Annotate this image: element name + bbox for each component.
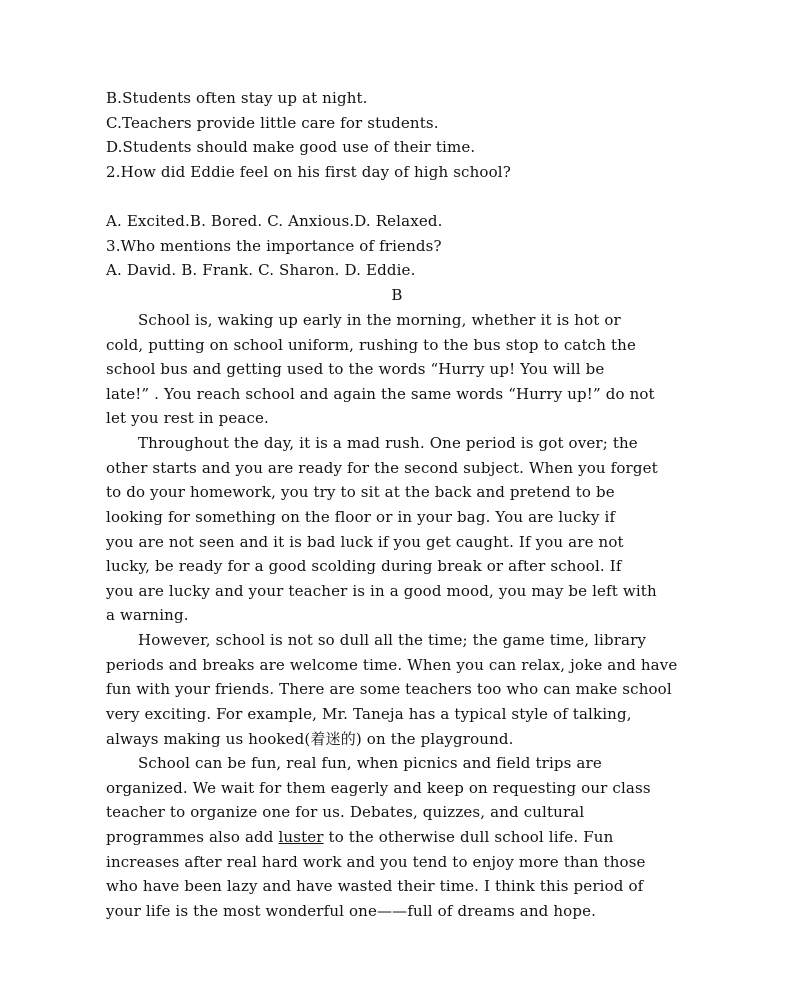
passage-p3-line: always making us hooked(着迷的) on the playground. [106, 730, 514, 748]
q2-options: A. Excited.B. Bored. C. Anxious.D. Relaxed. [106, 212, 443, 230]
passage-p3-line: very exciting. For example, Mr. Taneja has a typical style of talking, [106, 705, 632, 723]
passage-p1-line: school bus and getting used to the words “Hurry up! You will be [106, 360, 605, 378]
q3-question: 3.Who mentions the importance of friends? [106, 237, 442, 255]
luster-line-after: to the otherwise dull school life. Fun [323, 828, 614, 846]
luster-line-before: programmes also add [106, 828, 279, 846]
passage-p1-line: cold, putting on school uniform, rushing to the bus stop to catch the [106, 336, 636, 354]
passage-p3-line: fun with your friends. There are some teachers too who can make school [106, 680, 672, 698]
passage-p2-line: a warning. [106, 606, 189, 624]
passage-p1-line: School is, waking up early in the morning, whether it is hot or [138, 311, 621, 329]
passage-p1-line: let you rest in peace. [106, 409, 269, 427]
passage-p3-line: However, school is not so dull all the time; the game time, library [138, 631, 647, 649]
underlined-word-luster: luster [278, 828, 324, 846]
passage-p4-line: teacher to organize one for us. Debates, quizzes, and cultural [106, 803, 585, 821]
q1-option-c: C.Teachers provide little care for students. [106, 114, 439, 132]
passage-p4-line-luster [106, 825, 686, 850]
passage-p2-line: lucky, be ready for a good scolding during break or after school. If [106, 557, 622, 575]
passage-p4-line: your life is the most wonderful one——full of dreams and hope. [106, 902, 597, 920]
q1-option-b: B.Students often stay up at night. [106, 89, 368, 107]
passage-p2-line: to do your homework, you try to sit at the back and pretend to be [106, 483, 615, 501]
passage-p4-line: increases after real hard work and you tend to enjoy more than those [106, 853, 646, 871]
passage-p2-line: looking for something on the floor or in your bag. You are lucky if [106, 508, 616, 526]
passage-p1-line: late!” . You reach school and again the same words “Hurry up!” do not [106, 385, 655, 403]
passage-p4-line: organized. We wait for them eagerly and keep on requesting our class [106, 779, 651, 797]
q3-options: A. David. B. Frank. C. Sharon. D. Eddie. [106, 261, 416, 279]
passage-p3-line: periods and breaks are welcome time. When you can relax, joke and have [106, 656, 678, 674]
passage-p2-line: Throughout the day, it is a mad rush. One period is got over; the [138, 434, 638, 452]
section-label: B [391, 286, 403, 304]
q1-option-d: D.Students should make good use of their time. [106, 138, 476, 156]
passage-p2-line: other starts and you are ready for the second subject. When you forget [106, 459, 658, 477]
passage-p2-line: you are lucky and your teacher is in a good mood, you may be left with [106, 582, 657, 600]
passage-p4-line: who have been lazy and have wasted their time. I think this period of [106, 877, 644, 895]
passage-p2-line: you are not seen and it is bad luck if you get caught. If you are not [106, 533, 624, 551]
q2-question: 2.How did Eddie feel on his first day of high school? [106, 163, 511, 181]
passage-p4-line: School can be fun, real fun, when picnics and field trips are [138, 754, 602, 772]
